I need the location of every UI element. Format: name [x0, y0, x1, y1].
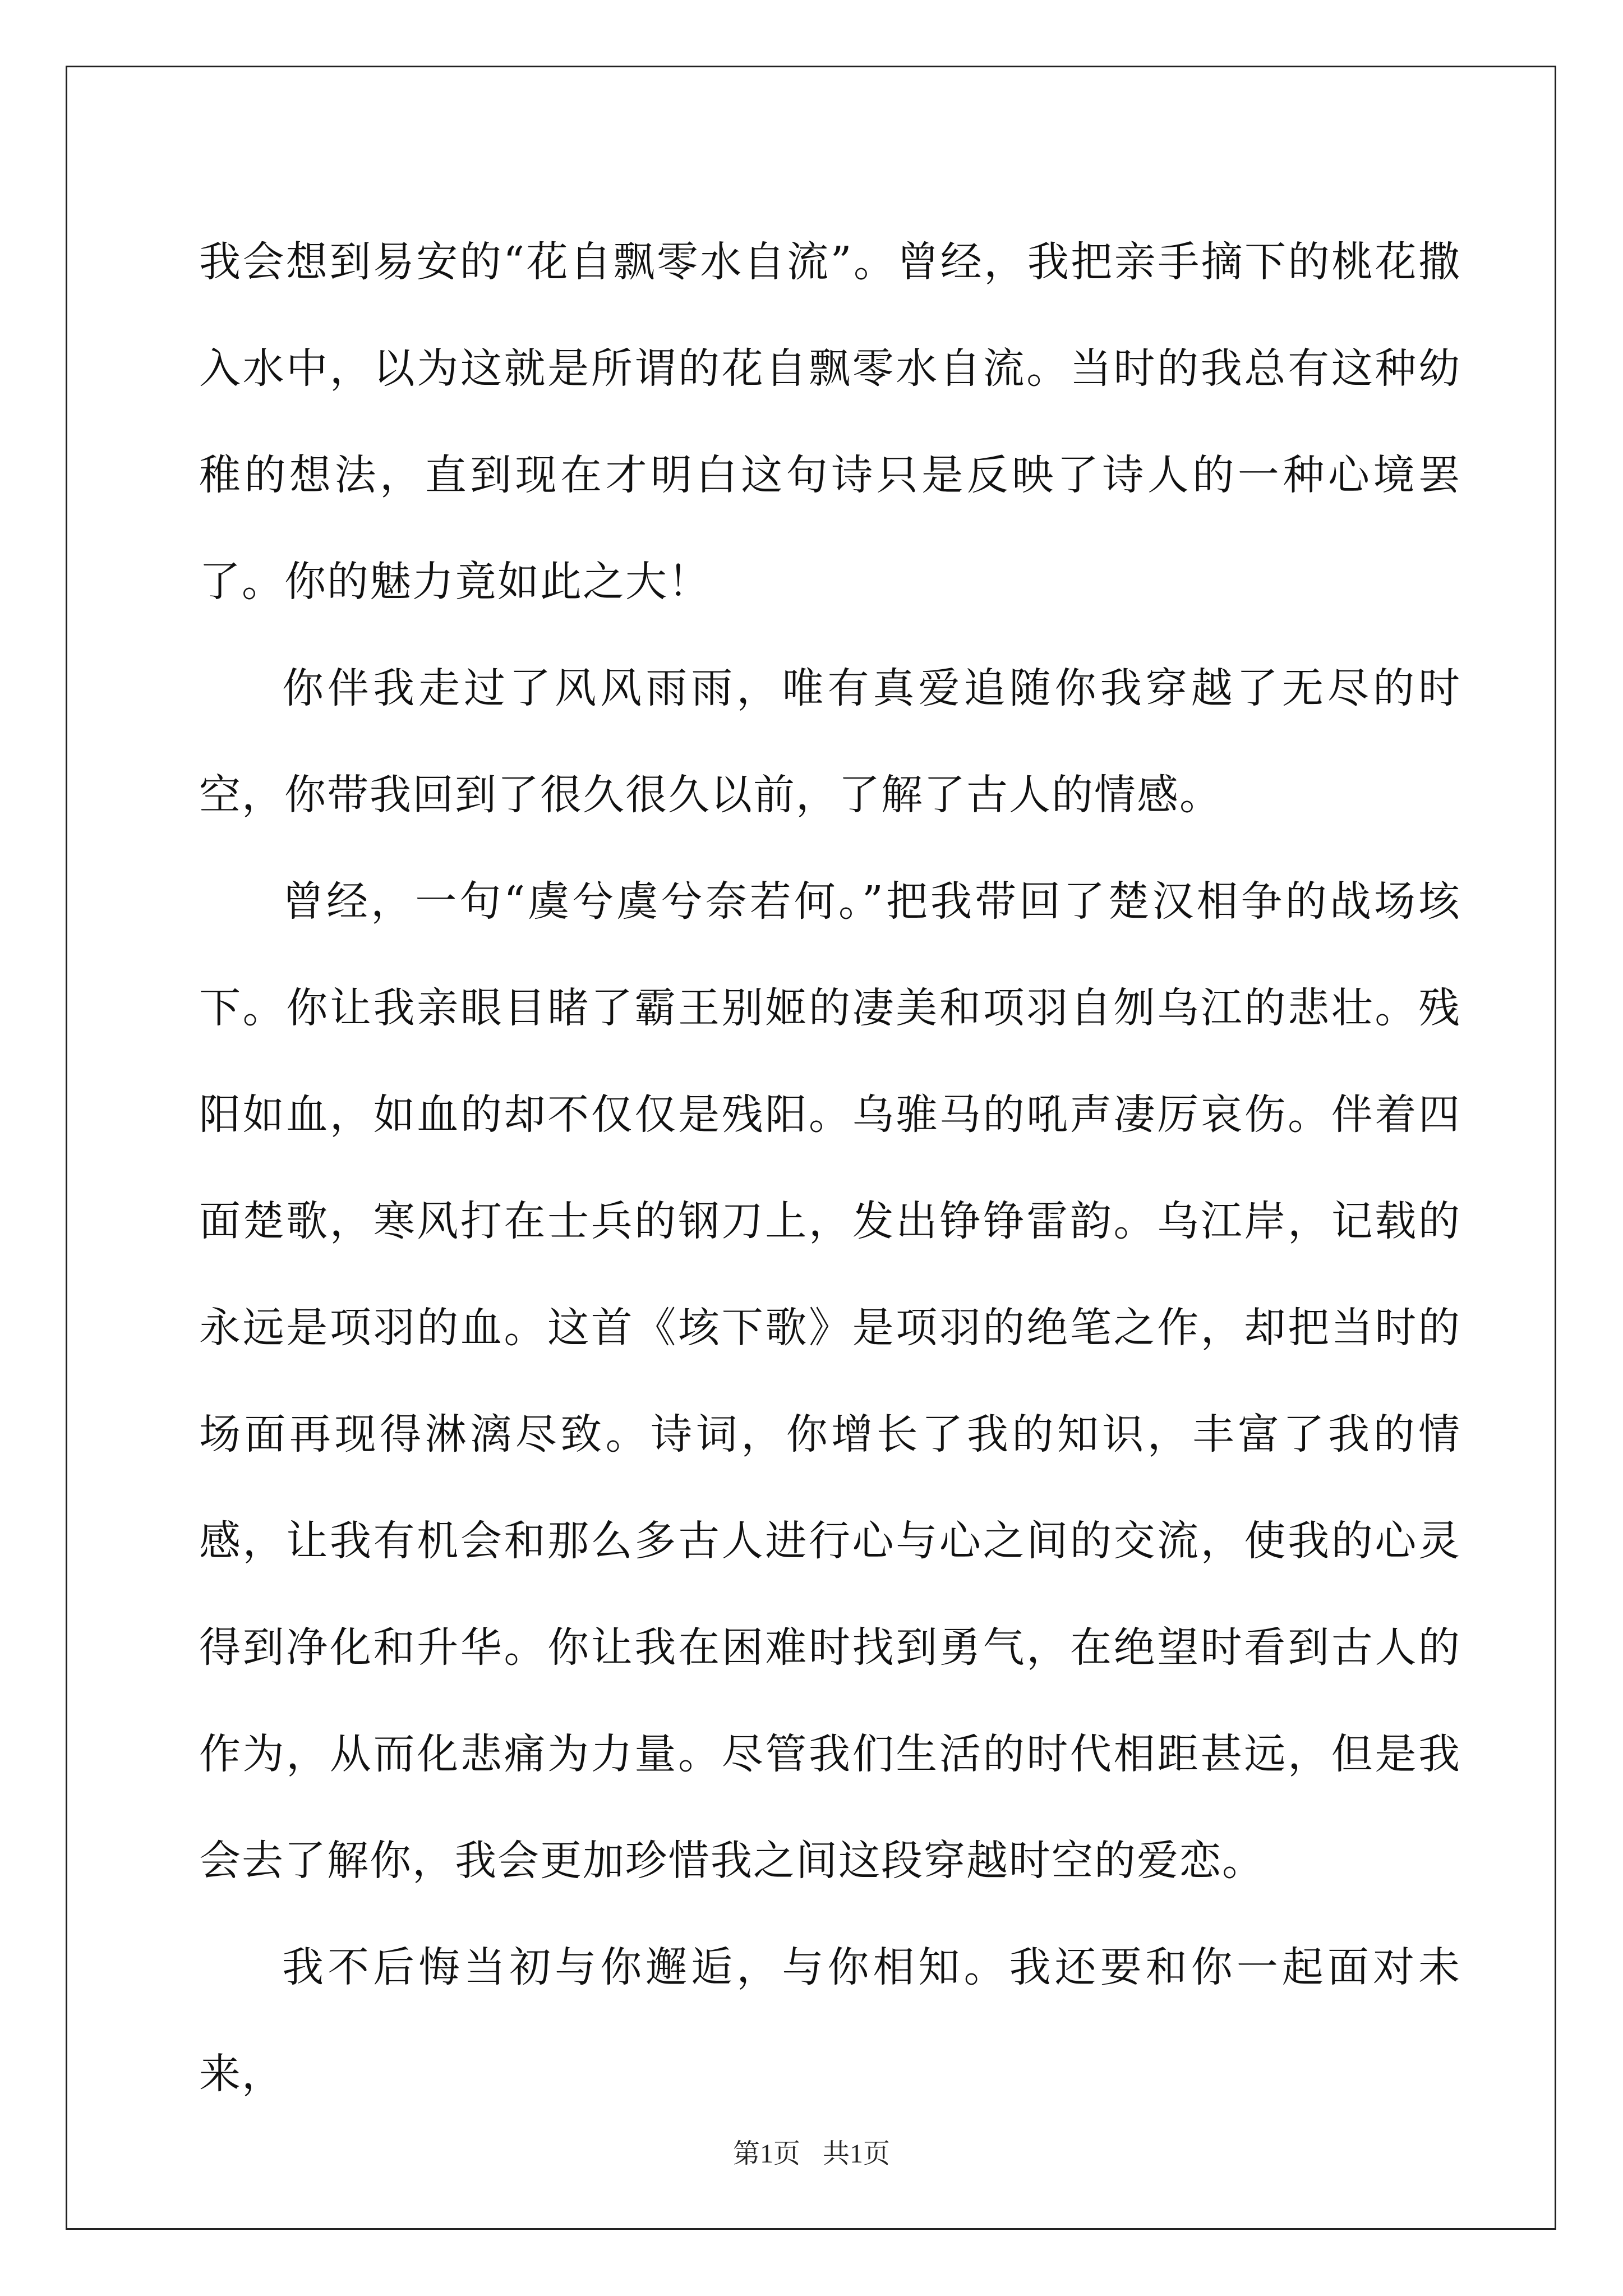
page-number: 第1页	[732, 2139, 800, 2169]
paragraph-4: 我不后悔当初与你邂逅，与你相知。我还要和你一起面对未来，	[199, 1943, 1461, 2098]
paragraph-1: 我会想到易安的“花自飘零水自流”。曾经，我把亲手摘下的桃花撒入水中，以为这就是所谓的花自飘零水自流。当时的我总有这种幼稚的想法，直到现在才明白这句诗只是反映了诗人的一种心境罢了。你的魅力竟如此之大！	[199, 238, 1461, 606]
paragraph-3: 曾经，一句“虞兮虞兮奈若何。”把我带回了楚汉相争的战场垓下。你让我亲眼目睹了霸王别姬的凄美和项羽自刎乌江的悲壮。残阳如血，如血的却不仅仅是残阳。乌骓马的吼声凄厉哀伤。伴着四面楚歌，寒风打在士兵的钢刀上，发出铮铮雷韵。乌江岸，记载的永远是项羽的血。这首《垓下歌》是项羽的绝笔之作，却把当时的场面再现得淋漓尽致。诗词，你增长了我的知识，丰富了我的情感，让我有机会和那么多古人进行心与心之间的交流，使我的心灵得到净化和升华。你让我在困难时找到勇气，在绝望时看到古人的作为，从而化悲痛为力量。尽管我们生活的时代相距甚远，但是我会去了解你，我会更加珍惜我之间这段穿越时空的爱恋。	[199, 877, 1461, 1885]
paragraph-2: 你伴我走过了风风雨雨，唯有真爱追随你我穿越了无尽的时空，你带我回到了很久很久以前，了解了古人的情感。	[199, 664, 1461, 819]
page-total: 共1页	[823, 2139, 891, 2169]
page-footer	[0, 2132, 1623, 2170]
document-body	[199, 209, 1461, 2127]
